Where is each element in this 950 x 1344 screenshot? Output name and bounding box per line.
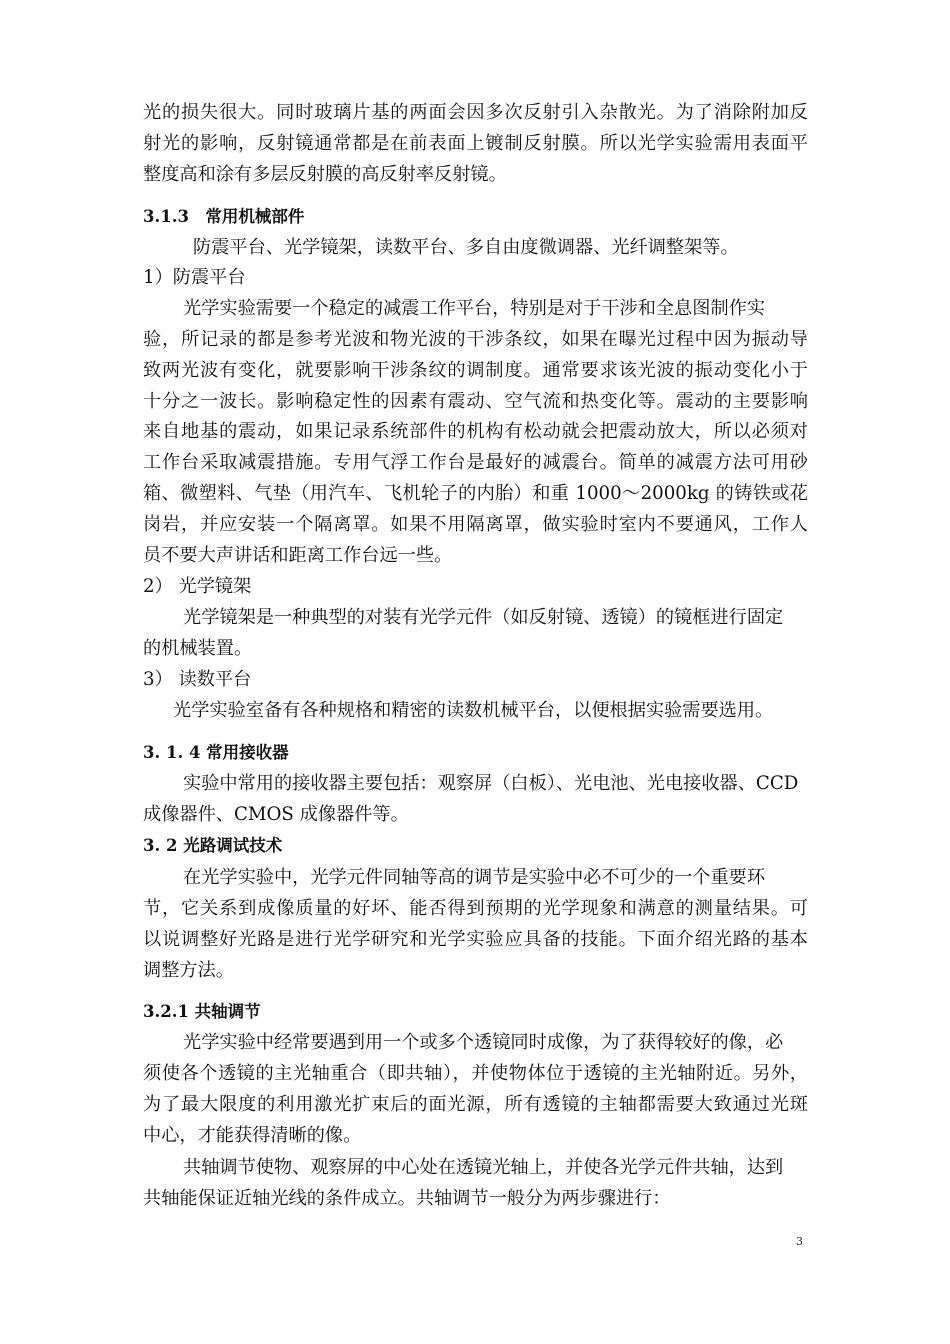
paragraph-line: 光学镜架是一种典型的对装有光学元件（如反射镜、透镜）的镜框进行固定 [183, 607, 784, 628]
page-number: 3 [796, 1235, 803, 1248]
paragraph-line: 光学实验中经常要遇到用一个或多个透镜同时成像，为了获得较好的像，必 [183, 1032, 784, 1053]
list-heading: 1）防震平台 [143, 267, 246, 288]
paragraph-line: 十分之一波长。影响稳定性的因素有震动、空气流和热变化等。震动的主要影响 [143, 391, 808, 412]
paragraph-line: 岗岩，并应安装一个隔离罩。如果不用隔离罩，做实验时室内不要通风，工作人 [143, 514, 808, 535]
section-heading: 3. 1. 4 常用接收器 [143, 743, 289, 762]
paragraph-line: 箱、微塑料、气垫（用汽车、飞机轮子的内胎）和重 1000～2000kg 的铸铁或花 [143, 483, 808, 504]
paragraph-line: 光学实验室备有各种规格和精密的读数机械平台，以便根据实验需要选用。 [173, 700, 774, 721]
section-heading: 3.1.3 常用机械部件 [143, 207, 305, 226]
paragraph-line: 的机械装置。 [143, 638, 253, 659]
paragraph-line: 成像器件、CMOS 成像器件等。 [143, 804, 409, 825]
paragraph-line: 射光的影响，反射镜通常都是在前表面上镀制反射膜。所以光学实验需用表面平 [143, 133, 808, 154]
paragraph-line: 须使各个透镜的主光轴重合（即共轴），并使物体位于透镜的主光轴附近。另外， [143, 1063, 808, 1084]
paragraph-line: 光的损失很大。同时玻璃片基的两面会因多次反射引入杂散光。为了消除附加反 [143, 102, 808, 123]
section-heading: 3. 2 光路调试技术 [143, 836, 283, 855]
paragraph-line: 中心，才能获得清晰的像。 [143, 1125, 362, 1146]
paragraph-line: 整度高和涂有多层反射膜的高反射率反射镜。 [143, 164, 507, 185]
section-heading: 3.2.1 共轴调节 [143, 1002, 261, 1021]
paragraph-line: 工作台采取减震措施。专用气浮工作台是最好的减震台。简单的减震方法可用砂 [143, 452, 808, 473]
paragraph-line: 来自地基的震动，如果记录系统部件的机构有松动就会把震动放大，所以必须对 [143, 421, 808, 442]
paragraph-line: 调整方法。 [143, 960, 234, 981]
paragraph-line: 实验中常用的接收器主要包括：观察屏（白板）、光电池、光电接收器、CCD [183, 773, 799, 794]
paragraph-line: 节，它关系到成像质量的好坏、能否得到预期的光学现象和满意的测量结果。可 [143, 898, 808, 919]
paragraph-line: 光学实验需要一个稳定的减震工作平台，特别是对于干涉和全息图制作实 [183, 298, 766, 319]
list-heading: 3） 读数平台 [143, 669, 252, 690]
paragraph-line: 员不要大声讲话和距离工作台远一些。 [143, 545, 453, 566]
list-heading: 2） 光学镜架 [143, 576, 252, 597]
paragraph-line: 为了最大限度的利用激光扩束后的面光源，所有透镜的主轴都需要大致通过光斑 [143, 1094, 808, 1115]
paragraph-line: 共轴调节使物、观察屏的中心处在透镜光轴上，并使各光学元件共轴，达到 [183, 1157, 784, 1178]
paragraph-line: 防震平台、光学镜架，读数平台、多自由度微调器、光纤调整架等。 [193, 237, 739, 258]
paragraph-line: 在光学实验中，光学元件同轴等高的调节是实验中必不可少的一个重要环 [183, 867, 766, 888]
paragraph-line: 验，所记录的都是参考光波和物光波的干涉条纹，如果在曝光过程中因为振动导 [143, 329, 808, 350]
paragraph-line: 以说调整好光路是进行光学研究和光学实验应具备的技能。下面介绍光路的基本 [143, 929, 808, 950]
paragraph-line: 共轴能保证近轴光线的条件成立。共轴调节一般分为两步骤进行： [143, 1188, 671, 1209]
paragraph-line: 致两光波有变化，就要影响干涉条纹的调制度。通常要求该光波的振动变化小于 [143, 360, 808, 381]
